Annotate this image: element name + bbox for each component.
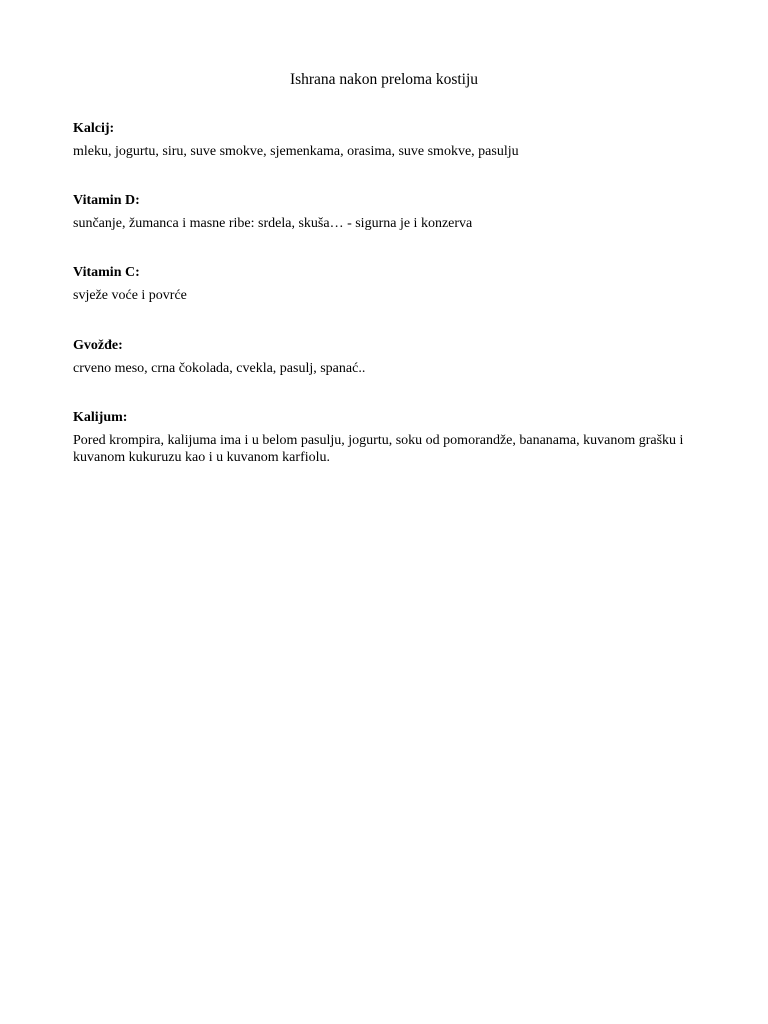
section-body: mleku, jogurtu, siru, suve smokve, sjemenkama, orasima, suve smokve, pasulju xyxy=(73,144,519,159)
section-gvozdje xyxy=(73,337,703,377)
section-body: crveno meso, crna čokolada, cvekla, pasulj, spanać.. xyxy=(73,361,366,376)
section-kalcij xyxy=(73,120,703,160)
section-body: svježe voće i povrće xyxy=(73,288,187,303)
section-body: Pored krompira, kalijuma ima i u belom pasulju, jogurtu, soku od pomorandže, bananama, kuvanom grašku i kuvanom kukuruzu kao i u kuvanom karfiolu. xyxy=(73,433,684,465)
section-heading: Vitamin C: xyxy=(73,265,140,280)
document-title: Ishrana nakon preloma kostiju xyxy=(289,71,479,88)
section-kalijum xyxy=(73,409,703,466)
section-vitamin-c xyxy=(73,264,703,304)
section-heading: Kalcij: xyxy=(73,121,115,136)
section-heading: Vitamin D: xyxy=(73,193,140,208)
section-vitamin-d xyxy=(73,192,703,232)
section-heading: Gvožđe: xyxy=(73,338,123,353)
section-heading: Kalijum: xyxy=(73,410,128,425)
section-body: sunčanje, žumanca i masne ribe: srdela, skuša… - sigurna je i konzerva xyxy=(73,216,473,231)
